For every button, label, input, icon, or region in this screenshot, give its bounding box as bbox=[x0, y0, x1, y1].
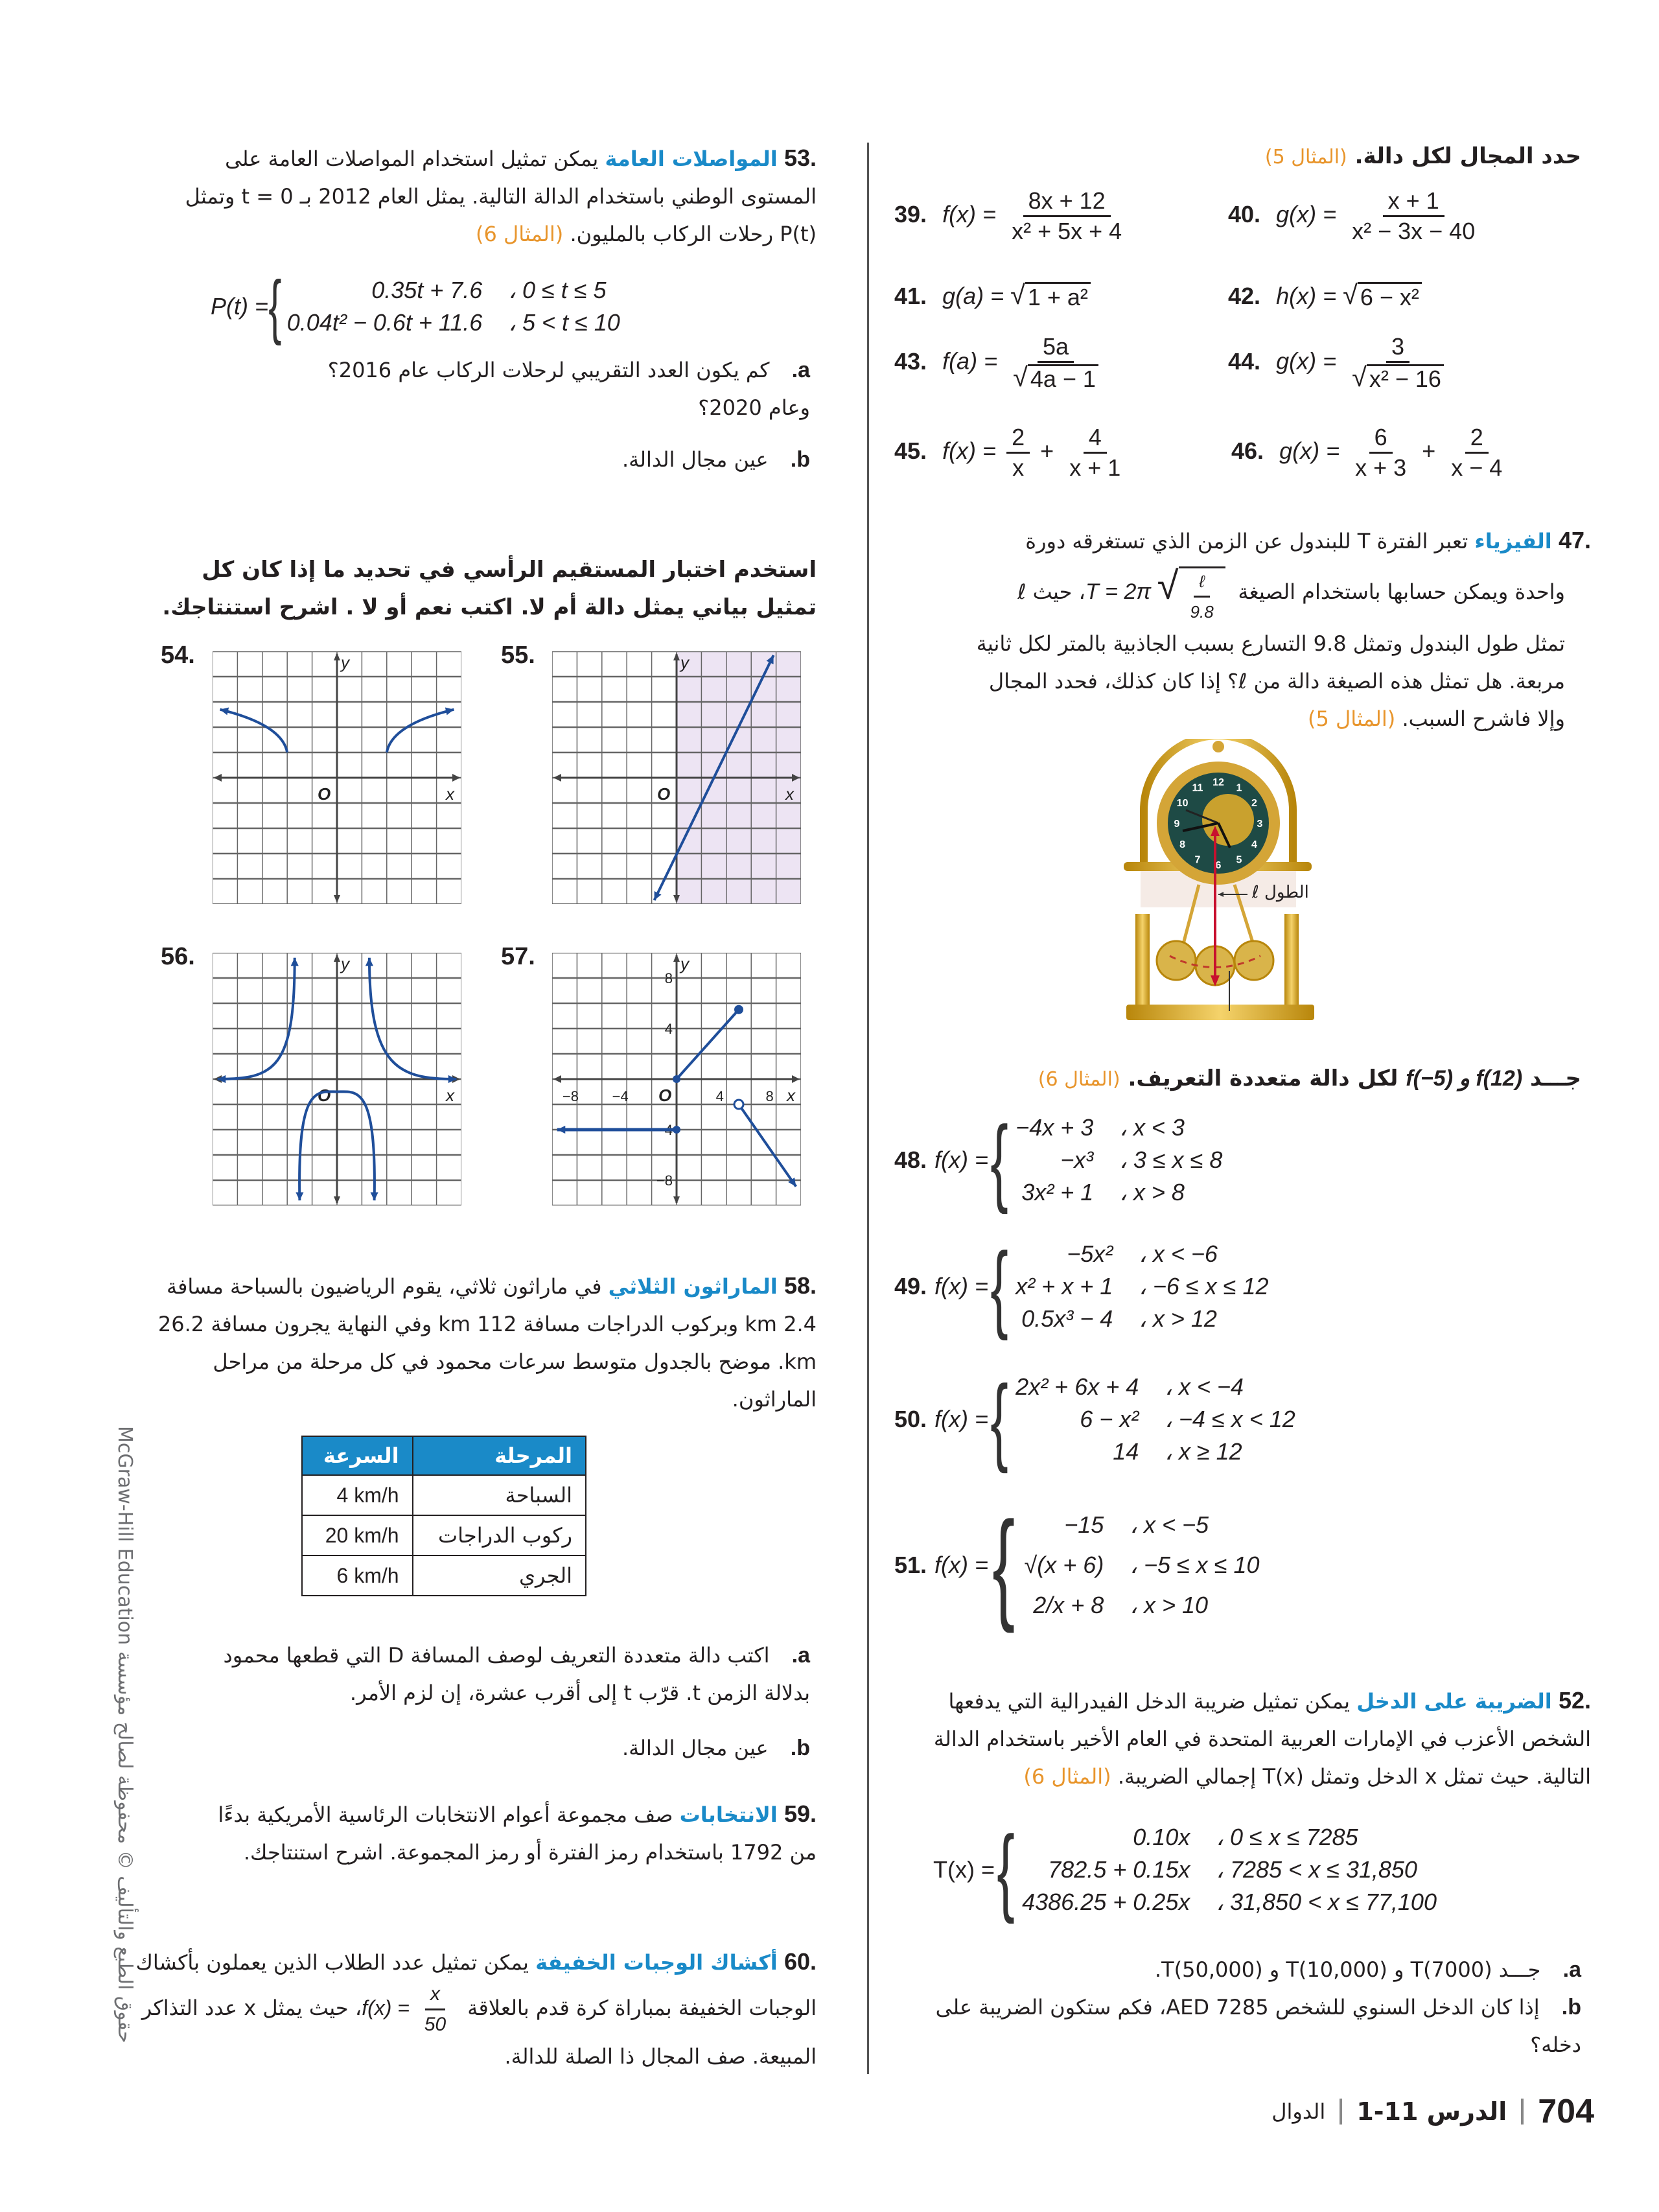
table-row: الجري 6 km/h bbox=[302, 1555, 586, 1596]
graph-56 bbox=[213, 953, 461, 1205]
closed-point bbox=[734, 1005, 743, 1014]
snack-formula: f(x) = $\frac{x}{50}$ bbox=[362, 1996, 461, 2020]
clock-number: 8 bbox=[1179, 839, 1186, 850]
curve-arrow bbox=[291, 958, 299, 966]
left-brace: { bbox=[990, 1365, 1008, 1474]
problem-58-text: .58 الماراثون الثلاثي في ماراثون ثلاثي، يقوم الرياضيون بالسباحة مسافة 2.4 km وبركوب الدراجات مسافة 112 km وفي النهاية يجرون مسافة 26.2 km. موضح بالجدول متوسط سرعات محمود في كل مرحلة من مراحل الماراثون. bbox=[157, 1272, 817, 1412]
x-axis-label: x bbox=[446, 784, 454, 804]
tax-function: T(x) = { 0.10x ، 0 ≤ x ≤ 7285 782.5 + 0.15x ، 7285 < x ≤ 31,850 4386.25 + 0.25x ، 31,850 < x ≤ 77,100 bbox=[933, 1815, 1437, 1924]
problem-53-part-a: a. كم يكون العدد التقريبي لرحلات الركاب عام 2016؟ وعام 2020؟ bbox=[327, 358, 810, 420]
origin-label: O bbox=[318, 784, 331, 804]
curve-upper-right bbox=[369, 958, 456, 1079]
left-brace: { bbox=[992, 1496, 1015, 1634]
y-axis-arrow bbox=[334, 954, 340, 962]
footer-separator bbox=[1340, 2099, 1342, 2125]
problem-43: 43. f(a) = 5a √ 4a − 1 bbox=[894, 334, 1108, 392]
topic-label: أكشاك الوجبات الخفيفة bbox=[535, 1950, 778, 1975]
page-number: 704 bbox=[1538, 2093, 1594, 2130]
problem-52-part-b: b. إذا كان الدخل السنوي للشخص AED 7285، فكم ستكون الضريبة على دخله؟ bbox=[935, 1995, 1581, 2057]
x-tick-label: −4 bbox=[612, 1088, 629, 1104]
problem-58-part-a: a. اكتب دالة متعددة التعريف لوصف المسافة D التي قطعها محمود بدلالة الزمن t. قرّب t إلى أقرب عشرة، إن لزم الأمر. bbox=[223, 1643, 810, 1705]
left-bob bbox=[1157, 941, 1196, 980]
topic-label: الضريبة على الدخل bbox=[1356, 1689, 1552, 1714]
problem-59: .59 الانتخابات صف مجموعة أعوام الانتخابات الرئاسية الأمريكية بدءًا من 1792 باستخدام رمز الفترة أو رمز المجموعة. اشرح استنتاجك. bbox=[218, 1800, 817, 1865]
problem-49: 49. f(x) = { −5x² ، x < −6 x² + x + 1 ، −6 ≤ x ≤ 12 0.5x³ − 4 ، x > 12 bbox=[894, 1232, 1269, 1341]
y-axis-arrow bbox=[334, 1196, 340, 1204]
problem-44: 44. g(x) = 3 √ x² − 16 bbox=[1228, 334, 1453, 392]
problem-42: 42. h(x) = √ 6 − x² bbox=[1228, 282, 1422, 311]
x-axis-arrow bbox=[553, 774, 561, 782]
graph-57 bbox=[552, 953, 801, 1205]
pendulum-clock-illustration bbox=[1115, 739, 1387, 1037]
clock-number: 5 bbox=[1236, 854, 1242, 866]
graph-54 bbox=[213, 651, 461, 904]
section-heading: استخدم اختبار المستقيم الرأسي في تحديد ما إذا كان كل تمثيل بياني يمثل دالة أم لا. اكتب نعم أو لا . اشرح استنتاجك. bbox=[162, 557, 817, 620]
clock-number: 9 bbox=[1174, 819, 1180, 830]
problem-48: 48. f(x) = { −4x + 3 ، x < 3 −x³ ، 3 ≤ x ≤ 8 3x² + 1 ، x > 8 bbox=[894, 1106, 1223, 1215]
example-ref: (المثال 5) bbox=[1307, 706, 1396, 731]
clock-number: 11 bbox=[1192, 782, 1203, 794]
y-axis-label: y bbox=[680, 653, 689, 672]
graph-56-label: 56. bbox=[161, 943, 195, 970]
curve-arrow bbox=[557, 1126, 566, 1134]
x-axis-arrow bbox=[214, 774, 222, 782]
clock-number: 2 bbox=[1251, 798, 1257, 809]
left-brace: { bbox=[990, 1232, 1008, 1341]
curve-left bbox=[220, 710, 288, 752]
clock-svg bbox=[1115, 739, 1387, 1037]
chapter-label: الدوال bbox=[1271, 2099, 1326, 2124]
problem-50: 50. f(x) = { 2x² + 6x + 4 ، x < −4 6 − x² ، −4 ≤ x < 12 14 ، x ≥ 12 bbox=[894, 1365, 1295, 1474]
closed-point bbox=[673, 1126, 680, 1134]
closed-point bbox=[673, 1075, 680, 1083]
segment-rising bbox=[677, 1010, 739, 1079]
problem-52-part-a: a. جـــد T(7000) و T(10,000) و T(50,000). bbox=[1154, 1957, 1581, 1982]
column-header-stage: المرحلة bbox=[413, 1436, 586, 1475]
y-axis-label: y bbox=[680, 954, 689, 973]
problem-58-part-b: b. عين مجال الدالة. bbox=[621, 1736, 810, 1760]
graph-57-label: 57. bbox=[501, 943, 535, 970]
problem-39: 39. f(x) = $\frac{8x + 12}{\text{x² + 5x + 4}}$ bbox=[894, 187, 1122, 244]
ray-falling bbox=[739, 1104, 796, 1187]
problem-40: 40. g(x) = $\frac{x + 1}{\text{x² − 3x − 40}}$ bbox=[1228, 187, 1476, 244]
curve-right bbox=[387, 710, 454, 752]
x-tick-label: −8 bbox=[562, 1088, 579, 1104]
topic-label: الفيزياء bbox=[1474, 529, 1552, 553]
pendulum-formula: T = 2π √ $\frac{\text{ℓ}}{9.8}$ bbox=[1085, 579, 1231, 604]
clock-base bbox=[1126, 1005, 1314, 1020]
origin-label: O bbox=[318, 1086, 331, 1105]
x-axis-label: x bbox=[446, 1086, 454, 1105]
clock-number: 7 bbox=[1194, 854, 1201, 866]
x-tick-label: 8 bbox=[765, 1088, 774, 1104]
open-point bbox=[734, 1100, 743, 1109]
left-brace: { bbox=[997, 1815, 1015, 1924]
y-tick-label: 4 bbox=[664, 1021, 673, 1037]
y-axis-arrow bbox=[673, 1196, 680, 1204]
example-ref: (المثال 6) bbox=[475, 222, 564, 246]
graph-54-label: 54. bbox=[161, 642, 195, 669]
y-tick-label: −8 bbox=[656, 1172, 673, 1189]
table-header-row bbox=[302, 1436, 586, 1475]
origin-label: O bbox=[658, 1086, 672, 1105]
problem-46: 46. g(x) = $\frac{6}{x + 3}$ + $\frac{2}{x - 4}$ bbox=[1231, 424, 1503, 481]
origin-label: O bbox=[657, 784, 671, 804]
right-bob bbox=[1235, 941, 1273, 980]
clock-number: 12 bbox=[1212, 777, 1224, 788]
problem-53-part-b: b. عين مجال الدالة. bbox=[621, 447, 810, 472]
example-ref: (المثال 5) bbox=[1264, 146, 1347, 169]
table-row: السباحة 4 km/h bbox=[302, 1475, 586, 1515]
left-brace: { bbox=[990, 1106, 1008, 1215]
clock-number: 1 bbox=[1236, 782, 1242, 794]
curve-upper-left bbox=[218, 958, 295, 1079]
pendulum-length-label: الطول ℓ bbox=[1252, 883, 1309, 902]
topic-label: الماراثون الثلاثي bbox=[608, 1274, 778, 1299]
topic-label: المواصلات العامة bbox=[605, 146, 778, 171]
finial bbox=[1212, 741, 1224, 752]
clock-number: 6 bbox=[1215, 860, 1222, 871]
y-tick-label: −4 bbox=[656, 1122, 673, 1138]
clock-number: 3 bbox=[1257, 819, 1263, 830]
x-axis-label: x bbox=[787, 1086, 795, 1105]
x-axis-arrow bbox=[553, 1075, 561, 1083]
column-divider bbox=[867, 143, 869, 2074]
page-footer bbox=[1271, 2092, 1594, 2131]
y-axis-label: y bbox=[341, 653, 349, 672]
left-brace: { bbox=[268, 266, 282, 346]
problem-51: 51. f(x) = { −15 ، x < −5 √(x + 6) ، −5 ≤ x ≤ 10 2/x + 8 ، x > 10 bbox=[894, 1496, 1260, 1634]
column-header-speed: السرعة bbox=[302, 1436, 413, 1475]
section-heading: حدد المجال لكل دالة. (المثال 5) bbox=[1264, 143, 1581, 169]
problem-52-text: .52 الضريبة على الدخل يمكن تمثيل ضريبة الدخل الفيدرالية التي يدفعها الشخص الأعزب في الإمارات العربية المتحدة في العام الأخير باستخدام الدالة التالية. حيث تمثل x الدخل وتمثل T(x) إجمالي الضريبة. (المثال 6) bbox=[933, 1687, 1591, 1789]
x-axis-arrow bbox=[792, 1075, 800, 1083]
example-ref: (المثال 6) bbox=[1023, 1764, 1111, 1789]
x-tick-label: 4 bbox=[715, 1088, 724, 1104]
x-axis-label: x bbox=[785, 784, 794, 804]
lesson-label: الدرس 11-1 bbox=[1356, 2097, 1507, 2126]
problem-53-text: .53 المواصلات العامة يمكن تمثيل استخدام المواصلات العامة على المستوى الوطني باستخدام الدالة التالية. يمثل العام 2012 بـ t = 0 وتمثل P(t) رحلات الركاب بالمليون. (المثال 6) bbox=[185, 145, 817, 246]
copyright-credit: حقوق الطبع والتأليف © محفوظة لصالح مؤسسة McGraw-Hill Education bbox=[113, 1426, 136, 2043]
right-pillar bbox=[1284, 914, 1299, 1011]
section-heading: جـــد f(−5) و f(12) لكل دالة متعددة التعريف. (المثال 6) bbox=[1038, 1065, 1581, 1091]
y-axis-arrow bbox=[334, 895, 340, 903]
topic-label: الانتخابات bbox=[679, 1802, 778, 1827]
curve-arrow bbox=[365, 958, 373, 966]
table-row: ركوب الدراجات 20 km/h bbox=[302, 1515, 586, 1555]
left-pillar bbox=[1135, 914, 1150, 1011]
clock-number: 4 bbox=[1251, 839, 1257, 850]
problem-47: .47 الفيزياء تعبر الفترة T للبندول عن الزمن الذي تستغرقه دورة واحدة ويمكن حسابها باستخدام الصيغة T = 2π √ $\frac{\text{ℓ}}{9.8}$ ، حيث ℓ تمثل طول البندول وتمثل 9.8 التسارع بسبب الجاذبية بالمتر لكل ثانية مربعة. هل تمثل هذه الصيغة دالة من ℓ؟ إذا كان كذلك، فحدد المجال وإلا فاشرح السبب. (المثال 5) bbox=[976, 527, 1591, 731]
y-tick-label: 8 bbox=[664, 970, 673, 986]
graph-55-label: 55. bbox=[501, 642, 535, 669]
example-ref: (المثال 6) bbox=[1038, 1068, 1120, 1091]
curve-arrow bbox=[371, 1193, 378, 1201]
y-axis-arrow bbox=[334, 653, 340, 660]
problem-41: 41. g(a) = √ 1 + a² bbox=[894, 282, 1091, 311]
graph-55 bbox=[552, 651, 801, 904]
problem-60: .60 أكشاك الوجبات الخفيفة يمكن تمثيل عدد الطلاب الذين يعملون بأكشاك الوجبات الخفيفة بمباراة كرة قدم بالعلاقة f(x) = $\frac{x}{50}$ ، حيث يمثل x عدد التذاكر المبيعة. صف المجال ذا الصلة للدالة. bbox=[135, 1948, 817, 2069]
x-axis-arrow bbox=[452, 774, 460, 782]
problem-45: 45. f(x) = $\frac{2}{x}$ + $\frac{4}{x + 1}$ bbox=[894, 424, 1121, 481]
footer-separator bbox=[1521, 2099, 1524, 2125]
curve-arrow bbox=[296, 1193, 303, 1201]
passenger-function: P(t) = { 0.35t + 7.6 ، 0 ≤ t ≤ 5 0.04t² − 0.6t + 11.6 ، 5 < t ≤ 10 bbox=[211, 266, 620, 346]
y-axis-label: y bbox=[341, 954, 349, 973]
y-axis-arrow bbox=[673, 954, 680, 962]
speed-table bbox=[301, 1436, 586, 1596]
clock-number: 10 bbox=[1176, 798, 1189, 809]
